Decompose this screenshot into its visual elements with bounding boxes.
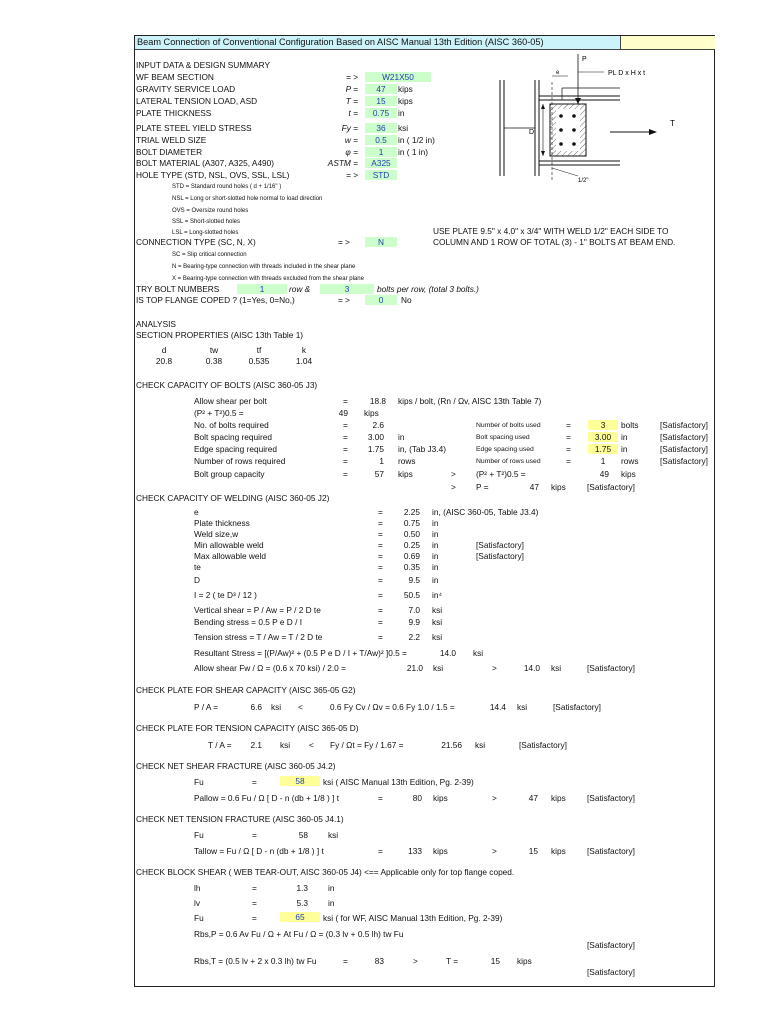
bolt-check-value: 3.00 xyxy=(367,432,384,442)
plate-label: PL D x H x t xyxy=(608,70,646,77)
dim-d-label: D xyxy=(529,129,535,136)
tension-stress-unit: ksi xyxy=(432,632,443,642)
bending-value: 9.9 xyxy=(408,617,420,627)
bolt-used-unit: in xyxy=(621,432,628,442)
coped-input[interactable]: 0 xyxy=(365,295,397,305)
allow-shear-label: Allow shear per bolt xyxy=(194,396,267,406)
vert-shear-eq: = xyxy=(378,605,383,615)
sf-pallow-eq: = xyxy=(378,793,383,803)
bolt-check-value: 1 xyxy=(379,456,384,466)
bolt-rows-text: row & xyxy=(289,284,311,294)
bs-rbst-label: Rbs,T = (0.5 lv + 2 x 0.3 lh) tw Fu xyxy=(194,956,317,966)
block-shear-heading: CHECK BLOCK SHEAR ( WEB TEAR-OUT, AISC 360-05 J4) <== Applicable only for top flange coped. xyxy=(136,867,515,877)
bolt-check-label: Bolt spacing required xyxy=(194,432,272,442)
p-label: P = xyxy=(476,482,489,492)
weld-check-value: 0.75 xyxy=(403,518,420,528)
bending-label: Bending stress = 0.5 P e D / I xyxy=(194,617,302,627)
plate-shear-lhs-unit: ksi xyxy=(271,702,282,712)
input-symbol: t = xyxy=(348,108,358,118)
bolt-check-unit: rows xyxy=(398,456,416,466)
tf-rhs-value: 15 xyxy=(528,846,538,856)
vert-shear-value: 7.0 xyxy=(408,605,420,615)
tf-fu-eq: = xyxy=(252,830,257,840)
bs-lv-value: 5.3 xyxy=(296,898,308,908)
bolt-group-rhs-value: 49 xyxy=(599,469,609,479)
sf-pallow-unit: kips xyxy=(433,793,448,803)
bolt-check-eq: = xyxy=(343,444,348,454)
bolt-check-value: 2.6 xyxy=(372,420,384,430)
bolt-check-status: [Satisfactory] xyxy=(660,432,708,442)
weld-check-eq: = xyxy=(378,551,383,561)
input-symbol: w = xyxy=(344,135,358,145)
input-symbol: P = xyxy=(345,84,358,94)
input-unit: in xyxy=(398,108,405,118)
bs-lh-eq: = xyxy=(252,883,257,893)
inertia-unit: in⁴ xyxy=(432,590,443,600)
bolt-group-label: Bolt group capacity xyxy=(194,469,265,479)
tf-tallow-value: 133 xyxy=(408,846,422,856)
bolt-used-value: 1 xyxy=(600,456,606,466)
inertia-value: 50.5 xyxy=(403,590,420,600)
bolt-check-label: Number of rows required xyxy=(194,456,286,466)
input-heading: INPUT DATA & DESIGN SUMMARY xyxy=(136,60,271,70)
title-bar-end xyxy=(620,36,715,50)
bs-rbst-status: [Satisfactory] xyxy=(587,967,635,977)
p-gt: > xyxy=(451,482,456,492)
connection-type-note: X = Bearing-type connection with threads excluded from the shear plane xyxy=(172,276,364,282)
bolt-used-eq: = xyxy=(566,420,571,430)
bolt-check-unit: in xyxy=(398,432,405,442)
bs-rbst-t: T = xyxy=(446,956,459,966)
plate-tension-lt: < xyxy=(309,740,314,750)
input-unit: kips xyxy=(398,84,413,94)
weld-check-label: Min allowable weld xyxy=(194,540,264,550)
section-prop-header: d xyxy=(161,345,167,355)
plate-tension-lhs-unit: ksi xyxy=(280,740,291,750)
input-field[interactable]: 36 xyxy=(365,123,397,133)
input-label: BOLT DIAMETER xyxy=(136,147,203,157)
bolt-check-unit: in, (Tab J3.4) xyxy=(398,444,446,454)
sf-status: [Satisfactory] xyxy=(587,793,635,803)
section-prop-value: 0.535 xyxy=(248,356,270,366)
coped-label: IS TOP FLANGE COPED ? (1=Yes, 0=No,) xyxy=(136,295,295,305)
plate-tension-rhs: Fy / Ωt = Fy / 1.67 = xyxy=(330,740,404,750)
input-symbol: Fy = xyxy=(341,123,358,133)
bolt-used-label: Bolt spacing used xyxy=(476,434,530,441)
weld-check-label: Plate thickness xyxy=(194,518,250,528)
bolt-check-label: Edge spacing required xyxy=(194,444,278,454)
vert-shear-label: Vertical shear = P / Aw = P / 2 D te xyxy=(194,605,321,615)
resultant-unit: kips xyxy=(364,408,379,418)
bs-lh-label: lh xyxy=(194,883,201,893)
weld-check-unit: in xyxy=(432,540,439,550)
input-symbol: = > xyxy=(346,170,358,180)
input-unit: kips xyxy=(398,96,413,106)
load-p-label: P xyxy=(582,56,587,63)
p-value: 47 xyxy=(529,482,539,492)
weld-label: 1/2" xyxy=(578,178,589,184)
hole-type-note: NSL = Long or short-slotted hole normal to load direction xyxy=(172,196,323,202)
bolt-used-value[interactable]: 1.75 xyxy=(588,444,618,454)
input-field[interactable]: 0.5 xyxy=(365,135,397,145)
bolt-used-label: Number of bolts used xyxy=(476,422,541,429)
tension-label: T xyxy=(670,119,675,128)
sf-rhs-value: 47 xyxy=(528,793,538,803)
d-value: 9.5 xyxy=(408,575,420,585)
input-field[interactable]: 47 xyxy=(365,84,397,94)
bolt-used-label: Edge spacing used xyxy=(476,446,534,453)
plate-tension-lhs-value: 2.1 xyxy=(250,740,262,750)
allow-shear-eq: = xyxy=(343,396,348,406)
input-unit: ksi xyxy=(398,123,409,133)
inertia-label: I = 2 ( te D³ / 12 ) xyxy=(194,590,257,600)
input-symbol: φ = xyxy=(345,147,358,157)
p-status: [Satisfactory] xyxy=(587,482,635,492)
connection-input[interactable]: N xyxy=(365,237,397,247)
bolt-rows-input[interactable]: 1 xyxy=(237,284,287,294)
hole-type-note: SSL = Short-slotted holes xyxy=(172,219,240,225)
bolt-group-rhs-unit: kips xyxy=(621,469,636,479)
bolts-heading: CHECK CAPACITY OF BOLTS (AISC 360-05 J3) xyxy=(136,380,318,390)
bolt-used-eq: = xyxy=(566,456,571,466)
bolt-check-status: [Satisfactory] xyxy=(660,456,708,466)
allow-weld-unit: ksi xyxy=(433,663,444,673)
bs-rbst-t-value: 15 xyxy=(490,956,500,966)
vert-shear-unit: ksi xyxy=(432,605,443,615)
coped-unit: No xyxy=(401,295,412,305)
plate-shear-rhs-unit: ksi xyxy=(517,702,528,712)
input-label: PLATE STEEL YIELD STRESS xyxy=(136,123,252,133)
tf-fu-value: 58 xyxy=(298,830,308,840)
plate-tension-heading: CHECK PLATE FOR TENSION CAPACITY (AISC 365-05 D) xyxy=(136,723,359,733)
allow-weld-rhs-unit: ksi xyxy=(551,663,562,673)
section-prop-value: 0.38 xyxy=(205,356,223,366)
input-label: GRAVITY SERVICE LOAD xyxy=(136,84,236,94)
dim-e-label: e xyxy=(556,70,560,76)
weld-check-value: 0.25 xyxy=(403,540,420,550)
sf-pallow-value: 80 xyxy=(412,793,422,803)
weld-check-eq: = xyxy=(378,540,383,550)
tf-fu-unit: ksi xyxy=(328,830,339,840)
bolt-check-eq: = xyxy=(343,456,348,466)
bs-rbsp-label: Rbs,P = 0.6 Av Fu / Ω + At Fu / Ω = (0.3 lv + 0.5 lh) tw Fu xyxy=(194,929,404,939)
bolts-per-row-input[interactable]: 3 xyxy=(320,284,374,294)
weld-check-status: [Satisfactory] xyxy=(476,551,524,561)
weld-check-eq: = xyxy=(378,529,383,539)
input-label: BOLT MATERIAL (A307, A325, A490) xyxy=(136,158,275,168)
section-prop-header: tf xyxy=(256,345,262,355)
allow-weld-status: [Satisfactory] xyxy=(587,663,635,673)
weld-check-unit: in xyxy=(432,518,439,528)
bs-fu-input[interactable]: 65 xyxy=(280,912,320,922)
weld-check-status: [Satisfactory] xyxy=(476,540,524,550)
page-title: Beam Connection of Conventional Configuration Based on AISC Manual 13th Edition (AISC 360-05) xyxy=(137,37,544,47)
section-prop-value: 1.04 xyxy=(295,356,313,366)
hole-type-note: LSL = Long-slotted holes xyxy=(172,230,239,236)
bolt-used-unit: rows xyxy=(621,456,639,466)
allow-weld-gt: > xyxy=(492,663,497,673)
tension-stress-value: 2.2 xyxy=(408,632,420,642)
weld-check-label: Weld size,w xyxy=(194,529,239,539)
weld-check-unit: in xyxy=(432,529,439,539)
sf-rhs-unit: kips xyxy=(551,793,566,803)
section-prop-header: tw xyxy=(209,345,219,355)
te-label: te xyxy=(194,562,201,572)
input-label: TRIAL WELD SIZE xyxy=(136,135,207,145)
bs-lh-value: 1.3 xyxy=(296,883,308,893)
allow-weld-value: 21.0 xyxy=(406,663,423,673)
weld-check-eq: = xyxy=(378,507,383,517)
tf-status: [Satisfactory] xyxy=(587,846,635,856)
plate-shear-heading: CHECK PLATE FOR SHEAR CAPACITY (AISC 365-05 G2) xyxy=(136,685,356,695)
input-symbol: = > xyxy=(346,72,358,82)
inertia-eq: = xyxy=(378,590,383,600)
connection-label: CONNECTION TYPE (SC, N, X) xyxy=(136,237,256,247)
bolt-used-unit: in xyxy=(621,444,628,454)
plate-shear-rhs: 0.6 Fy Cv / Ωv = 0.6 Fy 1.0 / 1.5 = xyxy=(330,702,455,712)
bolt-check-label: No. of bolts required xyxy=(194,420,269,430)
section-prop-header: k xyxy=(301,345,307,355)
bolt-group-rhs-label: (P² + T²)0.5 = xyxy=(476,469,526,479)
connection-sym: = > xyxy=(338,237,350,247)
sf-fu-label: Fu xyxy=(194,777,204,787)
sf-gt: > xyxy=(492,793,497,803)
input-symbol: T = xyxy=(345,96,358,106)
input-field[interactable]: 15 xyxy=(365,96,397,106)
bolt-used-eq: = xyxy=(566,444,571,454)
welding-heading: CHECK CAPACITY OF WELDING (AISC 360-05 J2) xyxy=(136,493,330,503)
bs-rbsp-status: [Satisfactory] xyxy=(587,940,635,950)
tension-stress-eq: = xyxy=(378,632,383,642)
te-eq: = xyxy=(378,562,383,572)
resultant-stress-value: 14.0 xyxy=(439,648,456,658)
section-prop-value: 20.8 xyxy=(155,356,173,366)
input-field[interactable]: 0.75 xyxy=(365,108,397,118)
tf-fu-label: Fu xyxy=(194,830,204,840)
bs-rbst-value: 83 xyxy=(374,956,384,966)
bolt-used-eq: = xyxy=(566,432,571,442)
bolt-check-eq: = xyxy=(343,432,348,442)
bolt-group-eq: = xyxy=(343,469,348,479)
plate-tension-lhs: T / A = xyxy=(208,740,232,750)
connection-diagram xyxy=(490,52,705,192)
bs-lv-unit: in xyxy=(328,898,335,908)
allow-shear-value: 18.8 xyxy=(369,396,386,406)
weld-check-eq: = xyxy=(378,518,383,528)
input-unit: in ( 1/2 in) xyxy=(398,135,435,145)
bs-fu-eq: = xyxy=(252,913,257,923)
allow-weld-rhs: 14.0 xyxy=(523,663,540,673)
resultant-stress-label: Resultant Stress = [(P/Aw)² + (0.5 P e D / I + T/Aw)² ]0.5 = xyxy=(194,648,407,658)
input-field[interactable]: A325 xyxy=(365,158,397,168)
bs-rbst-eq: = xyxy=(343,956,348,966)
input-symbol: ASTM = xyxy=(327,158,358,168)
sf-fu-note: ksi ( AISC Manual 13th Edition, Pg. 2-39) xyxy=(323,777,474,787)
input-unit: in ( 1 in) xyxy=(398,147,428,157)
bolt-used-value[interactable]: 3.00 xyxy=(588,432,618,442)
input-field[interactable]: 1 xyxy=(365,147,397,157)
design-summary-1: USE PLATE 9.5" x 4.0" x 3/4" WITH WELD 1/2" EACH SIDE TO xyxy=(433,226,669,236)
bs-lv-eq: = xyxy=(252,898,257,908)
weld-check-value: 0.50 xyxy=(403,529,420,539)
hole-type-note: OVS = Oversize round holes xyxy=(172,208,249,214)
bs-lv-label: lv xyxy=(194,898,200,908)
sf-fu-eq: = xyxy=(252,777,257,787)
input-label: HOLE TYPE (STD, NSL, OVS, SSL, LSL) xyxy=(136,170,290,180)
plate-tension-rhs-value: 21.56 xyxy=(441,740,462,750)
plate-tension-status: [Satisfactory] xyxy=(519,740,567,750)
tension-stress-label: Tension stress = T / Aw = T / 2 D te xyxy=(194,632,323,642)
input-field[interactable]: STD xyxy=(365,170,397,180)
shear-fracture-heading: CHECK NET SHEAR FRACTURE (AISC 360-05 J4.2) xyxy=(136,761,336,771)
bolt-group-value: 57 xyxy=(374,469,384,479)
te-unit: in xyxy=(432,562,439,572)
weld-check-unit: in xyxy=(432,551,439,561)
tf-tallow-label: Tallow = Fu / Ω [ D - n (db + 1/8 ) ] t xyxy=(194,846,324,856)
tf-rhs-unit: kips xyxy=(551,846,566,856)
d-eq: = xyxy=(378,575,383,585)
allow-weld-label: Allow shear Fw / Ω = (0.6 x 70 ksi) / 2.0 = xyxy=(194,663,346,673)
bolt-used-value[interactable]: 3 xyxy=(588,420,618,430)
input-field[interactable]: W21X50 xyxy=(365,72,431,82)
weld-check-unit: in, (AISC 360-05, Table J3.4) xyxy=(432,507,539,517)
resultant-value: 49 xyxy=(338,408,348,418)
bolt-check-status: [Satisfactory] xyxy=(660,420,708,430)
input-label: PLATE THICKNESS xyxy=(136,108,212,118)
sf-fu-input[interactable]: 58 xyxy=(280,776,320,786)
plate-shear-status: [Satisfactory] xyxy=(553,702,601,712)
input-label: WF BEAM SECTION xyxy=(136,72,214,82)
bolt-group-gt: > xyxy=(451,469,456,479)
bending-eq: = xyxy=(378,617,383,627)
weld-check-label: Max allowable weld xyxy=(194,551,266,561)
section-props-heading: SECTION PROPERTIES (AISC 13th Table 1) xyxy=(136,330,304,340)
bs-rbst-t-unit: kips xyxy=(517,956,532,966)
analysis-heading: ANALYSIS xyxy=(136,319,176,329)
sf-pallow-label: Pallow = 0.6 Fu / Ω [ D - n (db + 1/8 ) ] t xyxy=(194,793,340,803)
bolt-check-value: 1.75 xyxy=(367,444,384,454)
tf-tallow-unit: kips xyxy=(433,846,448,856)
tf-gt: > xyxy=(492,846,497,856)
connection-type-note: SC = Slip critical connection xyxy=(172,252,247,258)
try-bolt-label: TRY BOLT NUMBERS xyxy=(136,284,220,294)
hole-type-note: STD = Standard round holes ( d + 1/16" ) xyxy=(172,184,282,190)
bs-fu-note: ksi ( for WF, AISC Manual 13th Edition, Pg. 2-39) xyxy=(323,913,503,923)
plate-shear-lhs-value: 6.6 xyxy=(250,702,262,712)
plate-shear-lt: < xyxy=(298,702,303,712)
bolt-check-status: [Satisfactory] xyxy=(660,444,708,454)
tension-fracture-heading: CHECK NET TENSION FRACTURE (AISC 360-05 J4.1) xyxy=(136,814,344,824)
te-value: 0.35 xyxy=(403,562,420,572)
plate-shear-lhs: P / A = xyxy=(194,702,219,712)
bolt-used-label: Number of rows used xyxy=(476,458,541,465)
connection-type-note: N = Bearing-type connection with threads included in the shear plane xyxy=(172,264,356,270)
bolt-check-eq: = xyxy=(343,420,348,430)
plate-tension-rhs-unit: ksi xyxy=(475,740,486,750)
input-label: LATERAL TENSION LOAD, ASD xyxy=(136,96,258,106)
bolt-group-unit: kips xyxy=(398,469,413,479)
d-label: D xyxy=(194,575,200,585)
resultant-stress-unit: ksi xyxy=(473,648,484,658)
bolts-per-row-note: bolts per row, (total 3 bolts.) xyxy=(377,284,479,294)
plate-shear-rhs-value: 14.4 xyxy=(489,702,506,712)
design-summary-2: COLUMN AND 1 ROW OF TOTAL (3) - 1" BOLTS AT BEAM END. xyxy=(433,237,676,247)
bending-unit: ksi xyxy=(432,617,443,627)
bs-lh-unit: in xyxy=(328,883,335,893)
resultant-label: (P² + T²)0.5 = xyxy=(194,408,244,418)
allow-shear-note: kips / bolt, (Rn / Ωv, AISC 13th Table 7) xyxy=(398,396,542,406)
weld-check-value: 0.69 xyxy=(403,551,420,561)
p-unit: kips xyxy=(551,482,566,492)
coped-sym: = > xyxy=(338,295,350,305)
weld-check-label: e xyxy=(194,507,199,517)
bs-fu-label: Fu xyxy=(194,913,204,923)
bolt-used-unit: bolts xyxy=(621,420,639,430)
d-unit: in xyxy=(432,575,439,585)
tf-tallow-eq: = xyxy=(378,846,383,856)
weld-check-value: 2.25 xyxy=(403,507,420,517)
bs-rbst-gt: > xyxy=(413,956,418,966)
